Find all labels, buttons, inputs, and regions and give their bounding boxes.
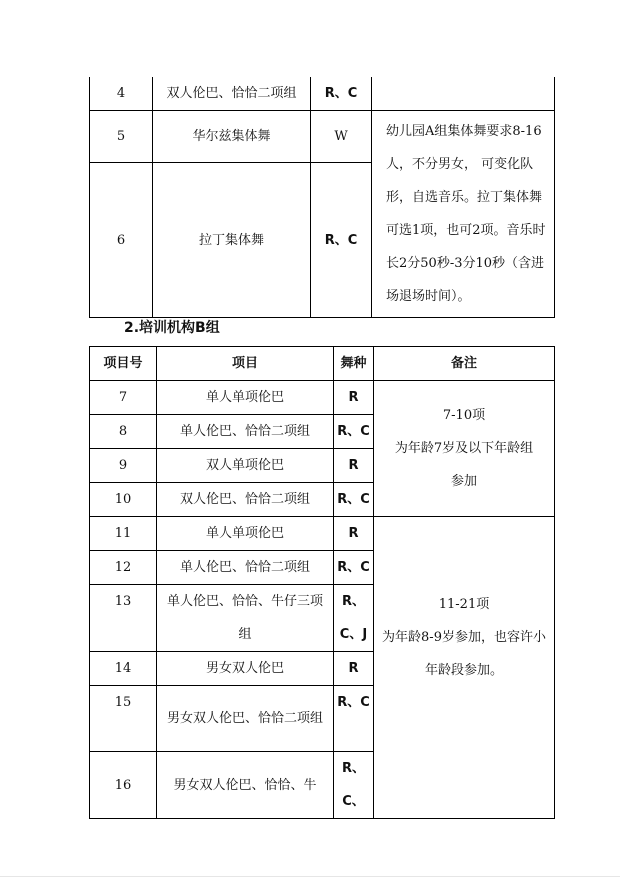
item-name: 双人伦巴、恰恰二项组 (153, 77, 311, 111)
item-number: 14 (90, 652, 157, 686)
table-row (90, 111, 555, 163)
item-number: 5 (90, 111, 153, 163)
dance-type: R、C (334, 551, 374, 585)
table-group-b (89, 346, 555, 819)
item-name: 华尔兹集体舞 (153, 111, 311, 163)
table-row (90, 381, 555, 415)
note-cell-empty (372, 77, 555, 111)
group-1-desc: 为年龄7岁及以下年龄组参加 (394, 441, 534, 489)
item-number: 15 (90, 686, 157, 752)
dance-type: R、C (334, 483, 374, 517)
item-name: 单人伦巴、恰恰二项组 (157, 551, 334, 585)
table-row (90, 77, 555, 111)
table-group-a (89, 77, 555, 318)
dance-type: R (334, 652, 374, 686)
item-name: 单人伦巴、恰恰、牛仔三项组 (157, 585, 334, 652)
table-row (90, 517, 555, 551)
dance-type: R、C (311, 77, 372, 111)
dance-type: R、C、J (334, 585, 374, 652)
header-note: 备注 (374, 347, 555, 381)
dance-type: R、C (334, 415, 374, 449)
page-edge (0, 876, 620, 877)
item-name: 拉丁集体舞 (153, 163, 311, 318)
item-number: 11 (90, 517, 157, 551)
item-number: 4 (90, 77, 153, 111)
dance-type: R、C (311, 163, 372, 318)
item-number: 12 (90, 551, 157, 585)
header-dance-type: 舞种 (334, 347, 374, 381)
dance-type: R、C、 (334, 752, 374, 819)
item-name: 男女双人伦巴、恰恰、牛 (157, 752, 334, 819)
item-name: 单人单项伦巴 (157, 381, 334, 415)
group-1-range: 7-10项 (442, 408, 486, 423)
item-number: 10 (90, 483, 157, 517)
item-number: 13 (90, 585, 157, 652)
item-name: 单人伦巴、恰恰二项组 (157, 415, 334, 449)
dance-type: R、C (334, 686, 374, 752)
item-number: 6 (90, 163, 153, 318)
group-2-desc: 为年龄8-9岁参加，也容许小年龄段参加。 (382, 630, 546, 678)
group-2-range: 11-21项 (438, 597, 490, 612)
dance-type: R (334, 449, 374, 483)
item-number: 7 (90, 381, 157, 415)
item-name: 男女双人伦巴 (157, 652, 334, 686)
item-number: 8 (90, 415, 157, 449)
item-name: 男女双人伦巴、恰恰二项组 (157, 686, 334, 752)
dance-type: W (311, 111, 372, 163)
group-a-note: 幼儿园A组集体舞要求8-16人，不分男女， 可变化队形，自选音乐。拉丁集体舞可选1项，也可2项。音乐时长2分50秒-3分10秒（含进场退场时间）。 (372, 111, 555, 318)
header-item-number: 项目号 (90, 347, 157, 381)
dance-type: R (334, 381, 374, 415)
header-item: 项目 (157, 347, 334, 381)
item-name: 双人单项伦巴 (157, 449, 334, 483)
section-title: 2.培训机构B组 (124, 320, 220, 336)
group-2-note (374, 517, 555, 819)
group-1-note (374, 381, 555, 517)
item-name: 双人伦巴、恰恰二项组 (157, 483, 334, 517)
item-name: 单人单项伦巴 (157, 517, 334, 551)
item-number: 9 (90, 449, 157, 483)
table-header-row (90, 347, 555, 381)
dance-type: R (334, 517, 374, 551)
item-number: 16 (90, 752, 157, 819)
